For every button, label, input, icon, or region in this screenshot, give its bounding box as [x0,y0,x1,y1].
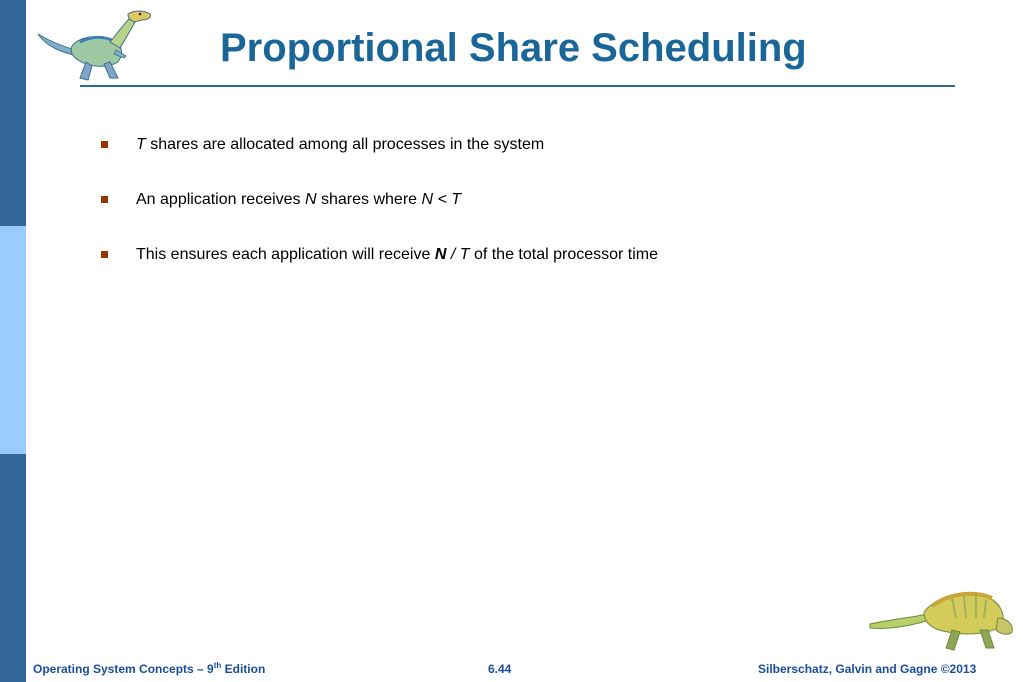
title-divider [80,85,955,87]
square-bullet-icon [101,196,108,203]
bullet-text-part: N < T [421,191,462,208]
bullet-text-part: T [136,136,146,153]
dinosaur-icon [36,6,156,86]
footer-book-title [33,662,265,676]
slide-number: 6.44 [488,662,512,676]
dinosaur-icon [868,584,1016,656]
side-band-top [0,0,26,226]
bullet-text-part: shares are allocated among all processes in the system [145,136,545,153]
bullet-text-part: An application receives [136,191,305,208]
footer-book-title-prefix: Operating System Concepts – 9 [33,662,214,676]
bullet-text [136,135,544,155]
page-title: Proportional Share Scheduling [220,26,807,70]
bullet-text-part: N [304,191,317,208]
bullet-text-part: shares where [316,191,422,208]
footer-edition-superscript: th [213,661,222,670]
bullet-text-part: N [434,246,447,263]
footer-book-title-suffix: Edition [221,662,266,676]
footer-authors: Silberschatz, Galvin and Gagne ©2013 [758,662,977,676]
bullet-text [136,245,658,265]
bullet-text [136,190,461,210]
square-bullet-icon [101,251,108,258]
bullet-text-part: of the total processor time [469,246,659,263]
bullet-text-part: / [446,246,460,263]
bullet-text-part: T [459,246,470,263]
side-band-bottom [0,454,26,682]
bullet-text-part: This ensures each application will receive [136,246,435,263]
side-band-middle [0,226,26,454]
square-bullet-icon [101,141,108,148]
